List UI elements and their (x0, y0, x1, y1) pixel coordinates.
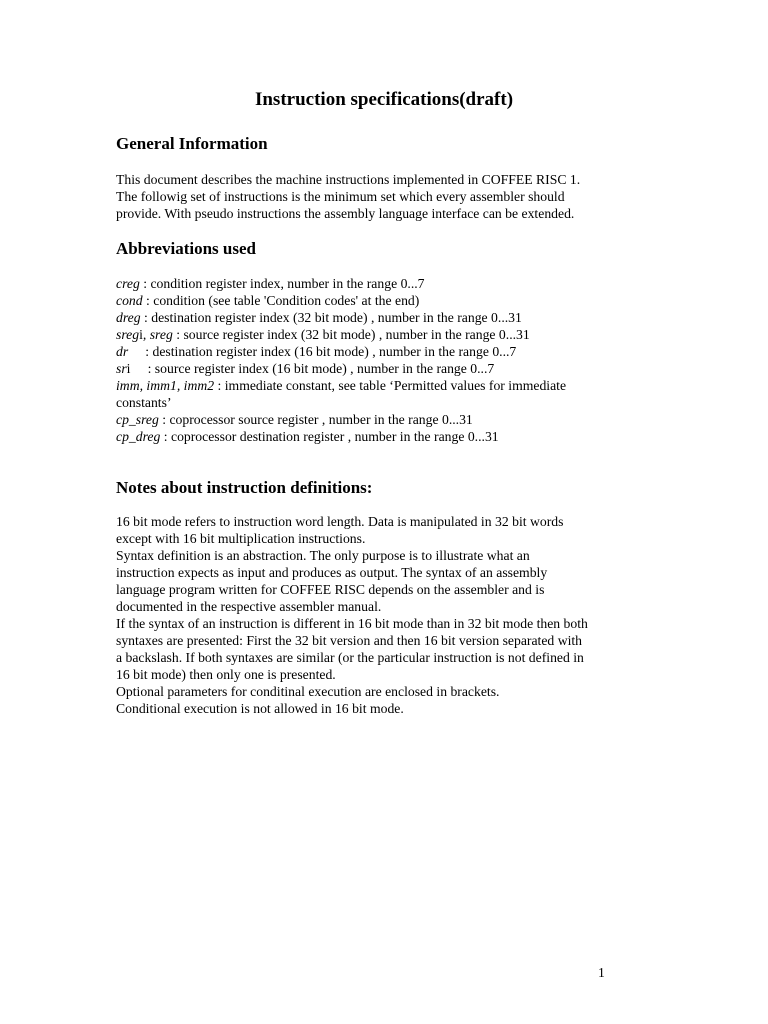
text-line: Syntax definition is an abstraction. The only purpose is to illustrate what an (116, 548, 530, 563)
abbreviation-term: dreg (116, 310, 141, 325)
text-line: a backslash. If both syntaxes are similar (or the particular instruction is not defined in (116, 650, 584, 665)
notes-heading: Notes about instruction definitions: (116, 478, 373, 497)
text-line: This document describes the machine instructions implemented in COFFEE RISC 1. (116, 172, 581, 187)
text-line: syntaxes are presented: First the 32 bit version and then 16 bit version separated with (116, 633, 583, 648)
abbreviation-term: cond (116, 293, 143, 308)
abbreviation-term: sreg (116, 327, 140, 342)
abbreviation-term: , sreg (142, 327, 173, 342)
abbreviation-item-imm-continued (116, 394, 676, 411)
abbreviation-term-suffix: i (139, 327, 143, 342)
abbreviation-item-cp-sreg (116, 411, 676, 428)
abbreviation-definition: : source register index (16 bit mode) , number in the range 0...7 (130, 361, 495, 376)
abbreviation-definition: : destination register index (16 bit mode) , number in the range 0...7 (128, 344, 517, 359)
text-line: language program written for COFFEE RISC depends on the assembler and is (116, 582, 545, 597)
text-line: provide. With pseudo instructions the assembly language interface can be extended. (116, 206, 575, 221)
abbreviation-definition: constants’ (116, 395, 172, 410)
notes-paragraph (116, 513, 676, 717)
abbreviation-item-sregi (116, 326, 676, 343)
abbreviation-item-cond (116, 292, 676, 309)
text-line: If the syntax of an instruction is different in 16 bit mode than in 32 bit mode then both (116, 616, 588, 631)
abbreviation-term: sr (116, 361, 127, 376)
general-information-heading: General Information (116, 134, 268, 153)
abbreviation-definition: : condition (see table 'Condition codes' at the end) (142, 293, 420, 308)
abbreviation-definition: : condition register index, number in the range 0...7 (139, 276, 425, 291)
abbreviation-term: creg (116, 276, 140, 291)
text-line: Optional parameters for conditinal execution are enclosed in brackets. (116, 684, 500, 699)
abbreviation-definition: : coprocessor source register , number in the range 0...31 (158, 412, 473, 427)
abbreviation-definition: : source register index (32 bit mode) , number in the range 0...31 (172, 327, 530, 342)
text-line: Conditional execution is not allowed in 16 bit mode. (116, 701, 404, 716)
text-line: except with 16 bit multiplication instructions. (116, 531, 366, 546)
abbreviation-term: imm, imm1, imm2 (116, 378, 215, 393)
abbreviation-term: cp_dreg (116, 429, 161, 444)
text-line: instruction expects as input and produces as output. The syntax of an assembly (116, 565, 548, 580)
abbreviation-term: dr (116, 344, 129, 359)
abbreviation-item-dreg (116, 309, 676, 326)
abbreviations-list (116, 275, 676, 445)
text-line: documented in the respective assembler manual. (116, 599, 382, 614)
abbreviation-item-creg (116, 275, 676, 292)
abbreviation-item-dr (116, 343, 676, 360)
abbreviations-heading: Abbreviations used (116, 239, 256, 258)
abbreviation-term: cp_sreg (116, 412, 159, 427)
abbreviation-definition: : destination register index (32 bit mode) , number in the range 0...31 (140, 310, 522, 325)
page-number: 1 (598, 965, 605, 980)
general-information-paragraph (116, 171, 676, 222)
text-line: 16 bit mode) then only one is presented. (116, 667, 336, 682)
text-line: The followig set of instructions is the minimum set which every assembler should (116, 189, 565, 204)
abbreviation-item-cp-dreg (116, 428, 676, 445)
abbreviation-definition: : immediate constant, see table ‘Permitted values for immediate (214, 378, 567, 393)
text-line: 16 bit mode refers to instruction word length. Data is manipulated in 32 bit words (116, 514, 564, 529)
abbreviation-item-imm (116, 377, 676, 394)
abbreviation-definition: : coprocessor destination register , number in the range 0...31 (160, 429, 499, 444)
abbreviation-term-suffix: i (126, 361, 131, 376)
abbreviation-item-sri (116, 360, 676, 377)
page-title: Instruction specifications(draft) (254, 89, 514, 110)
